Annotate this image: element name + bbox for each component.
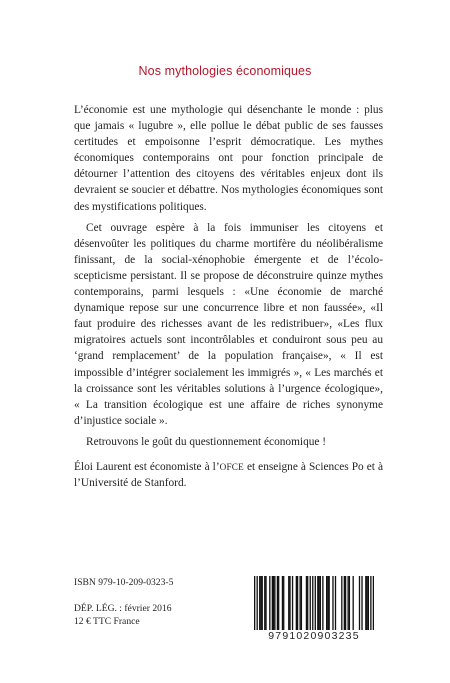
barcode-number: 9791020903235 (268, 630, 360, 642)
barcode-bar (299, 576, 300, 630)
barcode-bar (345, 576, 346, 630)
author-organisation: OFCE (219, 462, 244, 472)
barcode-bar (327, 576, 328, 630)
barcode-bar (344, 576, 345, 630)
barcode-bar (297, 576, 298, 630)
barcode-bar (317, 576, 318, 630)
barcode-bar (265, 576, 266, 630)
barcode-bar (368, 576, 369, 630)
barcode-bar (315, 576, 316, 630)
isbn: ISBN 979-10-209-0323-5 (74, 577, 174, 588)
author-bio-end: et enseigne à Sciences Po et à l’Université de Stanford. (74, 461, 383, 490)
barcode-bar (349, 576, 350, 630)
barcode-bar (320, 576, 321, 630)
author-bio (74, 459, 383, 491)
barcode-bar (341, 576, 342, 630)
barcode-bar (353, 576, 354, 630)
barcode-bar (269, 576, 270, 630)
depot-legal: DÉP. LÉG. : février 2016 (74, 603, 172, 614)
ean-barcode (254, 576, 374, 630)
barcode-bar (359, 576, 360, 630)
barcode-bar (326, 576, 327, 630)
book-title: Nos mythologies économiques (138, 64, 312, 78)
barcode-bar (296, 576, 297, 630)
barcode-bar (272, 576, 273, 630)
barcode-bar (262, 576, 263, 630)
barcode-bar (332, 576, 333, 630)
barcode-bar (366, 576, 367, 630)
barcode-bar (260, 576, 261, 630)
barcode-bar (329, 576, 330, 630)
paragraph-myths: Cet ouvrage espère à la fois immuniser les citoyens et désenvoûter les politiques du charme mortifère du néolibéralisme finissant, de la social-xénophobie émergente et de l’écolo-scepticisme persistant. Il se propose de déconstruire quinze mythes contemporains, parmi lesquels : «Une économie de marché dynamique repose sur une concurrence libre et non faussée», «Il faut produire des richesses avant de les redistribuer», «Les flux migratoires actuels sont incontrôlables et conduiront sous peu au ‘grand remplacement’ de la population française», « Il est impossible d’intégrer socialement les immigrés », « Les marchés et la croissance sont les véritables solutions à l’urgence écologique», « La transition écologique est une affaire de riches synonyme d’injustice sociale ». (74, 221, 383, 427)
barcode-bar (312, 576, 313, 630)
barcode-bar (310, 576, 311, 630)
barcode-bar (370, 576, 371, 630)
barcode-bar (373, 576, 374, 630)
barcode-bar (347, 576, 348, 630)
barcode-bar (307, 576, 308, 630)
barcode-bar (259, 576, 260, 630)
barcode-bar (273, 576, 274, 630)
barcode-bar (322, 576, 323, 630)
barcode-bar (254, 576, 255, 630)
barcode-bar (292, 576, 293, 630)
barcode-bar (288, 576, 289, 630)
barcode-bar (278, 576, 279, 630)
barcode-bar (361, 576, 362, 630)
barcode-bar (257, 576, 258, 630)
barcode-bar (283, 576, 284, 630)
barcode-bar (301, 576, 302, 630)
paragraph-closing: Retrouvons le goût du questionnement économique ! (86, 435, 327, 448)
barcode-bar (365, 576, 366, 630)
barcode-bar (282, 576, 283, 630)
author-bio-start: Éloi Laurent est économiste à l’ (74, 461, 220, 473)
barcode-bar (306, 576, 307, 630)
barcode-bar (289, 576, 290, 630)
barcode-bar (318, 576, 319, 630)
price: 12 € TTC France (74, 616, 140, 627)
paragraph-intro: L’économie est une mythologie qui désenchante le monde : plus que jamais « lugubre », elle pollue le débat public de ses fausses certitudes et empoisonne l’esprit démocratique. Les mythes économiques contemporains ont pour fonction principale de détourner l’attention des citoyens des véritables enjeux dont ils devraient se soucier et débattre. Nos mythologies économiques sont des mystifications politiques. (74, 104, 383, 213)
back-cover-blurb (74, 102, 383, 455)
barcode-bar (277, 576, 278, 630)
barcode-bar (335, 576, 336, 630)
barcode-bar (264, 576, 265, 630)
barcode-bar (274, 576, 275, 630)
